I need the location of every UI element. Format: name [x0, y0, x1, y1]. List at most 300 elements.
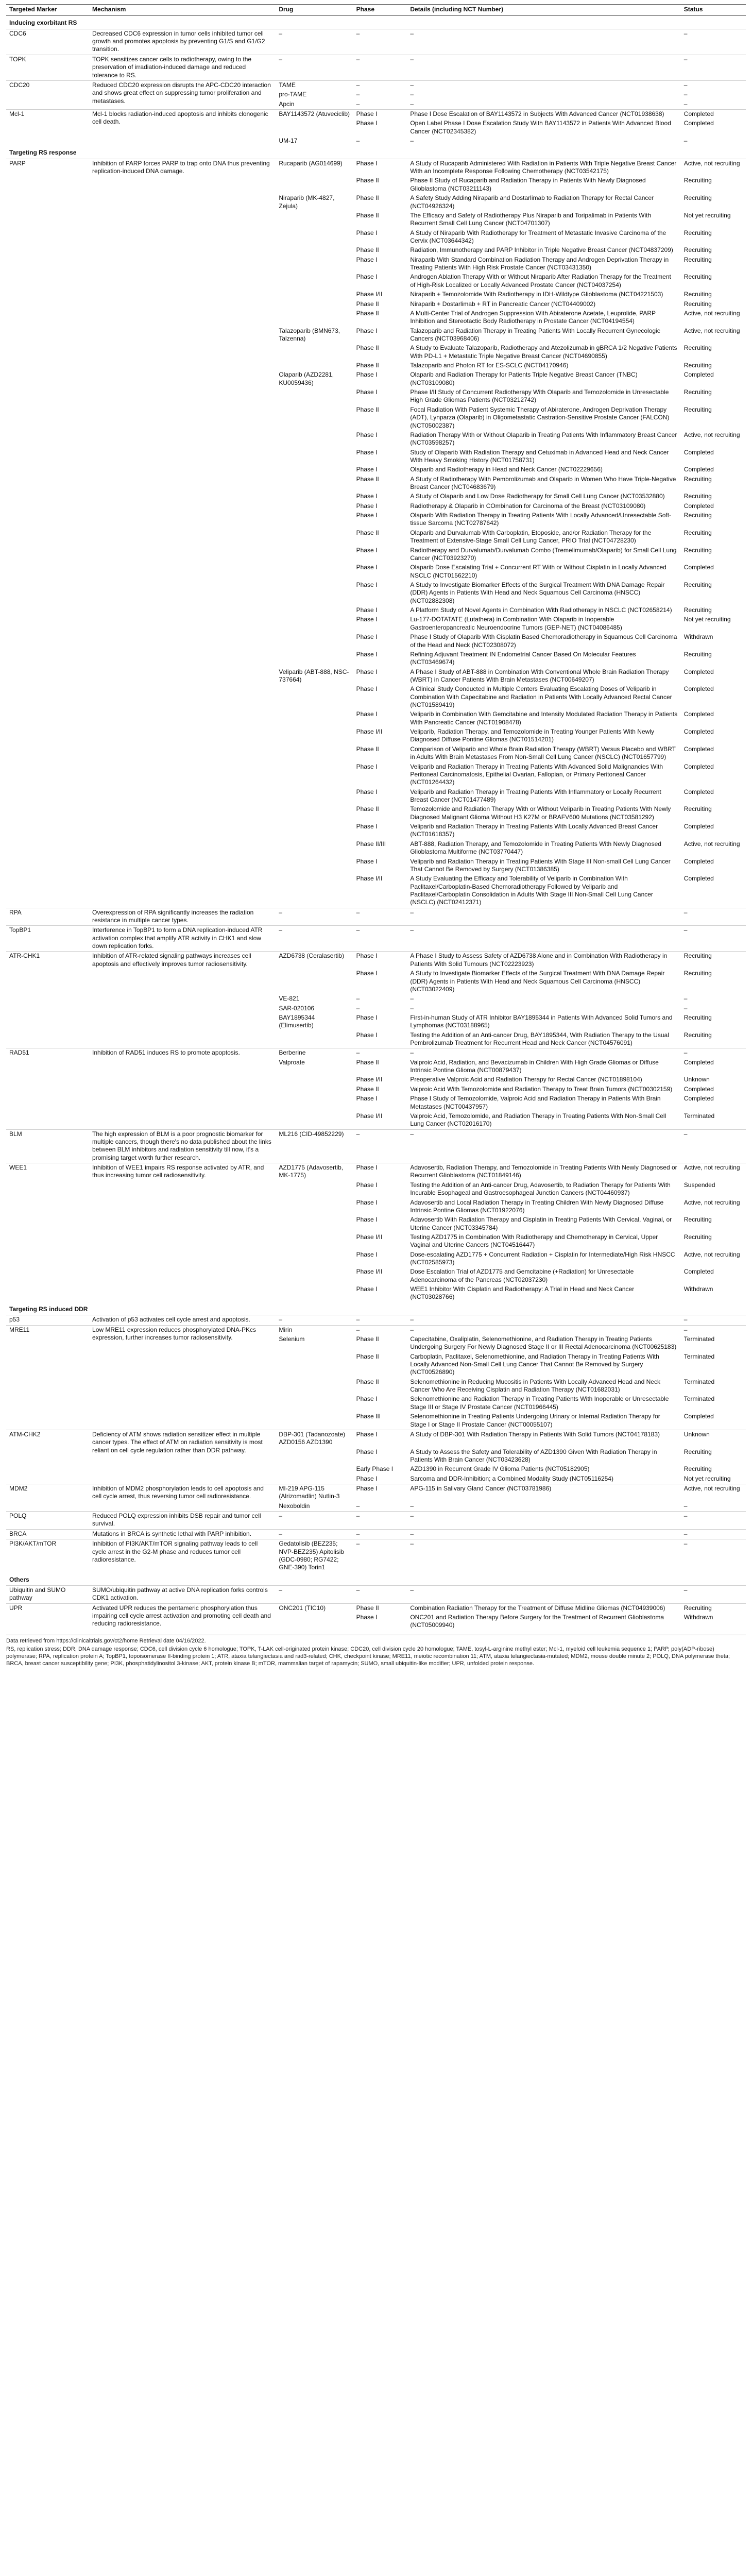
drug-cell: [276, 745, 353, 762]
status-cell: Recruiting: [683, 177, 712, 184]
drug-cell: [276, 563, 353, 581]
table-row: [6, 80, 746, 90]
drug-cell: MI-219 APG-115 (Alrizomadlin) Nutlin-3: [276, 1484, 353, 1502]
drug-cell: [276, 448, 353, 466]
status-cell: Active, not recruiting: [683, 1198, 740, 1206]
phase-cell: Phase I: [356, 606, 378, 614]
drug-cell: Niraparib (MK-4827, Zejula): [279, 194, 335, 210]
phase-cell: Phase I: [356, 1395, 378, 1403]
table-row: [6, 952, 746, 969]
details-cell: Radiotherapy and Durvalumab/Durvalumab Combo (Tremelimumab/Olaparib) for Small Cell Lung Cancer (NCT03923270): [410, 546, 677, 562]
details-cell: The Efficacy and Safety of Radiotherapy Plus Niraparib and Toripalimab in Patients With Recurrent Small Cell Lung Cancer (NCT04701307): [410, 211, 652, 227]
details-cell: ABT-888, Radiation Therapy, and Temozolomide in Treating Patients With Newly Diagnosed Glioblastoma Multiforme (NCT03770447): [410, 840, 661, 856]
phase-cell: Phase III: [356, 1413, 381, 1420]
phase-cell: Phase I: [356, 762, 378, 770]
details-cell: Olaparib and Radiation Therapy for Patients Triple Negative Breast Cancer (TNBC) (NCT03109080): [410, 371, 638, 386]
details-cell: A Study of Olaparib and Low Dose Radiotherapy for Small Cell Lung Cancer (NCT03532880): [410, 493, 665, 500]
details-cell: A Study to Evaluate Talazoparib, Radiotherapy and Atezolizumab in gBRCA 1/2 Negative Patients With PD-L1 + Metastatic Triple Negative Breast Cancer (NCT04690855): [410, 344, 677, 360]
drug-cell: Mirin: [276, 1325, 353, 1335]
status-cell: Terminated: [683, 1395, 715, 1403]
phase-cell: Phase I: [356, 1250, 378, 1258]
phase-cell: Phase II: [356, 475, 379, 483]
status-cell: Completed: [683, 1058, 714, 1066]
details-cell: –: [407, 908, 680, 926]
status-cell: Recruiting: [683, 405, 712, 413]
phase-cell: Phase I: [356, 1285, 378, 1293]
details-cell: Niraparib With Standard Combination Radiation Therapy and Androgen Deprivation Therapy in Treating Patients With High Risk Prostate Cancer (NCT03431350): [410, 256, 669, 272]
drug-cell: Selenium: [279, 1335, 305, 1343]
phase-cell: Phase I: [356, 512, 378, 519]
details-cell: Adavosertib With Radiation Therapy and Cisplatin in Treating Patients With Cervical, Vaginal, or Uterine Cancer (NCT03345784): [410, 1216, 672, 1231]
status-cell: Completed: [683, 875, 714, 883]
phase-cell: –: [353, 1529, 407, 1539]
drug-cell: [276, 1613, 353, 1631]
header-mechanism: Mechanism: [89, 5, 276, 16]
targeted-marker-cell: MRE11: [6, 1325, 89, 1430]
details-cell: Testing AZD1775 in Combination With Radiotherapy and Chemotherapy in Cervical, Upper Vaginal and Uterine Cancers (NCT04516447): [410, 1233, 658, 1249]
status-cell: Withdrawn: [683, 633, 713, 641]
status-cell: Terminated: [683, 1112, 715, 1120]
status-cell: –: [681, 1529, 746, 1539]
phase-cell: Phase II: [356, 309, 379, 317]
status-cell: Recruiting: [683, 475, 712, 483]
status-cell: –: [681, 1048, 746, 1058]
status-cell: Completed: [683, 120, 714, 127]
status-cell: Recruiting: [683, 1013, 712, 1021]
details-cell: APG-115 in Salivary Gland Cancer (NCT03781986): [407, 1484, 680, 1502]
status-cell: –: [681, 926, 746, 952]
status-cell: Recruiting: [683, 650, 712, 658]
drug-cell: –: [276, 29, 353, 55]
targeted-marker-cell: ATR-CHK1: [6, 952, 89, 1048]
drug-cell: [276, 685, 353, 710]
status-cell: Completed: [683, 448, 714, 456]
status-cell: Active, not recruiting: [683, 1250, 740, 1258]
details-cell: A Study of DBP-301 With Radiation Therapy in Patients With Solid Tumors (NCT04178183): [407, 1430, 680, 1447]
status-cell: Completed: [683, 685, 714, 693]
details-cell: –: [410, 995, 414, 1003]
details-cell: Veliparib and Radiation Therapy in Treating Patients With Locally Advanced Breast Cancer (NCT01618357): [410, 823, 658, 838]
drug-cell: [276, 475, 353, 493]
drug-cell: [276, 546, 353, 564]
status-cell: –: [683, 1502, 688, 1510]
table-row: [6, 908, 746, 926]
targeted-marker-cell: RPA: [6, 908, 89, 926]
details-cell: Niraparib + Dostarlimab + RT in Pancreatic Cancer (NCT04409002): [410, 300, 596, 308]
status-cell: Recruiting: [683, 970, 712, 977]
status-cell: Recruiting: [683, 1465, 712, 1473]
status-cell: Completed: [683, 857, 714, 865]
phase-cell: Phase I: [353, 1430, 407, 1447]
mechanism-cell: Reduced CDC20 expression disrupts the APC-CDC20 interaction and shows great effect on suppressing tumor proliferation and metastases.: [89, 80, 276, 109]
phase-cell: Phase I/II: [356, 291, 383, 298]
table-row: [6, 55, 746, 80]
status-cell: Suspended: [683, 1181, 715, 1189]
targeted-marker-cell: CDC20: [6, 80, 89, 109]
drug-cell: pro-TAME: [279, 91, 307, 98]
drug-cell: Rucaparib (AG014699): [276, 159, 353, 176]
section-row: [6, 1302, 746, 1315]
details-cell: –: [407, 1048, 680, 1058]
status-cell: –: [681, 1129, 746, 1163]
drug-cell: [276, 511, 353, 529]
status-cell: Recruiting: [683, 291, 712, 298]
mechanism-cell: Activated UPR reduces the pentameric phosphorylation thus impairing cell cycle arrest activation and promoting cell death and reducing radioresistance.: [89, 1603, 276, 1631]
status-cell: Recruiting: [683, 546, 712, 554]
drug-cell: [276, 606, 353, 615]
status-cell: Completed: [683, 823, 714, 831]
phase-cell: Phase I: [356, 581, 378, 588]
drug-cell: [276, 1075, 353, 1084]
drug-cell: [276, 176, 353, 194]
header-phase: Phase: [353, 5, 407, 16]
status-cell: Recruiting: [681, 1603, 746, 1613]
phase-cell: Phase II: [356, 405, 379, 413]
targeted-marker-cell: BRCA: [6, 1529, 89, 1539]
details-cell: Study of Olaparib With Radiation Therapy and Cetuximab in Advanced Head and Neck Cancer With Heavy Smoking History (NCT01758731): [410, 448, 669, 464]
drug-cell: –: [276, 926, 353, 952]
phase-cell: Phase I: [356, 1198, 378, 1206]
status-cell: Not yet recruiting: [683, 616, 731, 623]
phase-cell: Phase II: [353, 1603, 407, 1613]
table-row: [6, 1315, 746, 1325]
details-cell: Phase I Dose Escalation of BAY1143572 in Subjects With Advanced Cancer (NCT01938638): [407, 109, 680, 119]
status-cell: –: [681, 29, 746, 55]
details-cell: A Phase I Study of ABT-888 in Combination With Conventional Whole Brain Radiation Therapy (WBRT) in Cancer Patients With Brain Metastases (NCT00649207): [410, 668, 669, 683]
details-cell: Veliparib, Radiation Therapy, and Temozolomide in Treating Younger Patients With Newly Diagnosed Diffuse Pontine Gliomas (NCT01514201): [410, 728, 654, 743]
details-cell: Olaparib and Durvalumab With Carboplatin, Etoposide, and/or Radiation Therapy for the Treatment of Extensive-Stage Small Cell Lung Cancer, PRIO Trial (NCT04728230): [410, 529, 652, 545]
details-cell: Comparison of Veliparib and Whole Brain Radiation Therapy (WBRT) Versus Placebo and WBRT in Adults With Brain Metastases From Non-Small Cell Lung Cancer (NSCLC) (NCT01657799): [410, 745, 676, 761]
table-row: [6, 926, 746, 952]
phase-cell: –: [353, 908, 407, 926]
details-cell: Phase I Study of Olaparib With Cisplatin Based Chemoradiotherapy in Squamous Cell Carcinoma of the Head and Neck (NCT02308072): [410, 633, 677, 649]
status-cell: Terminated: [683, 1378, 715, 1385]
drug-cell: [276, 1031, 353, 1048]
phase-cell: Phase I: [356, 650, 378, 658]
drug-cell: Veliparib (ABT-888, NSC-737664): [279, 668, 349, 683]
status-cell: Recruiting: [681, 952, 746, 969]
drug-cell: [276, 1181, 353, 1198]
table-row: [6, 1048, 746, 1058]
table-row: [6, 1325, 746, 1335]
drug-cell: [276, 492, 353, 501]
phase-cell: Phase II: [356, 177, 379, 184]
status-cell: Completed: [683, 668, 714, 675]
drug-cell: –: [276, 55, 353, 80]
status-cell: Completed: [683, 788, 714, 795]
header-status: Status: [681, 5, 746, 16]
phase-cell: Phase I: [356, 1031, 378, 1039]
drug-cell: [276, 465, 353, 474]
status-cell: –: [681, 1512, 746, 1530]
details-cell: –: [407, 926, 680, 952]
status-cell: –: [681, 1325, 746, 1335]
status-cell: Recruiting: [683, 1031, 712, 1039]
details-cell: Adavosertib and Local Radiation Therapy in Treating Children With Newly Diagnosed Diffuse Intrinsic Pontine Gliomas (NCT01922076): [410, 1198, 664, 1214]
status-cell: Recruiting: [683, 581, 712, 588]
phase-cell: –: [353, 926, 407, 952]
drug-cell: DBP-301 (Tadanozoate) AZD0156 AZD1390: [276, 1430, 353, 1447]
targeted-marker-cell: RAD51: [6, 1048, 89, 1129]
phase-cell: –: [356, 995, 360, 1003]
section-row: [6, 146, 746, 159]
phase-cell: Phase II: [356, 246, 379, 254]
clinical-trials-table: [6, 4, 746, 1631]
details-cell: Open Label Phase I Dose Escalation Study With BAY1143572 in Patients With Advanced Blood Cancer (NCT02345382): [410, 120, 671, 135]
status-cell: Completed: [683, 502, 714, 510]
phase-cell: Phase I: [353, 1484, 407, 1502]
phase-cell: Phase I: [356, 502, 378, 510]
status-cell: Recruiting: [683, 512, 712, 519]
phase-cell: Phase I: [356, 493, 378, 500]
details-cell: Capecitabine, Oxaliplatin, Selenomethionine, and Radiation Therapy in Treating Patients Undergoing Surgery For Newly Diagnosed Stage II or III Rectal Adenocarcinoma (NCT00625183): [410, 1335, 677, 1351]
status-cell: Recruiting: [683, 246, 712, 254]
phase-cell: Phase I: [356, 1614, 378, 1621]
details-cell: –: [407, 1539, 680, 1573]
drug-cell: [276, 273, 353, 290]
status-cell: Withdrawn: [683, 1285, 713, 1293]
mechanism-cell: Inhibition of PI3K/AKT/mTOR signaling pathway leads to cell cycle arrest in the G2-M phase and reduces tumor cell radioresistance.: [89, 1539, 276, 1573]
section-row: [6, 1573, 746, 1586]
mechanism-cell: SUMO/ubiquitin pathway at active DNA replication forks controls CDK1 activation.: [89, 1585, 276, 1603]
details-cell: –: [407, 1585, 680, 1603]
details-cell: Talazoparib and Radiation Therapy in Treating Patients With Locally Recurrent Gynecologic Cancers (NCT03968406): [410, 327, 660, 342]
mechanism-cell: Activation of p53 activates cell cycle arrest and apoptosis.: [89, 1315, 276, 1325]
phase-cell: Phase I: [356, 1448, 378, 1455]
details-cell: –: [407, 55, 680, 80]
phase-cell: Phase I: [356, 1181, 378, 1189]
status-cell: Completed: [681, 109, 746, 119]
details-cell: A Study to Investigate Biomarker Effects of the Surgical Treatment With DNA Damage Repair (DDR) Agents in Patients With Head and Neck Squamous Cell Carcinoma (HNSCC) (NCT03022409): [410, 970, 665, 993]
phase-cell: Phase II: [356, 211, 379, 219]
mechanism-cell: Reduced POLQ expression inhibits DSB repair and tumor cell survival.: [89, 1512, 276, 1530]
details-cell: Carboplatin, Paclitaxel, Selenomethionine, and Radiation Therapy in Treating Patients With Locally Advanced Non-Small Cell Lung Cancer That Cannot Be Removed by Surgery (NCT00526890): [410, 1352, 659, 1376]
details-cell: A Phase I Study to Assess Safety of AZD6738 Alone and in Combination With Radiotherapy in Patients With Solid Tumours (NCT02223923): [407, 952, 680, 969]
phase-cell: Phase I: [356, 448, 378, 456]
section-row: [6, 16, 746, 29]
details-cell: Phase I/II Study of Concurrent Radiotherapy With Olaparib and Temozolomide in Unresectable High Grade Gliomas Patients (NCT03212742): [410, 388, 669, 404]
phase-cell: Phase I: [356, 970, 378, 977]
drug-cell: [276, 256, 353, 273]
section-title: Targeting RS induced DDR: [9, 1305, 88, 1313]
phase-cell: –: [356, 1004, 360, 1012]
drug-cell: –: [276, 1585, 353, 1603]
table-header: [6, 5, 746, 16]
table-row: [6, 1529, 746, 1539]
phase-cell: Phase I: [356, 710, 378, 718]
drug-cell: [276, 1378, 353, 1395]
drug-cell: [276, 211, 353, 229]
drug-cell: [276, 857, 353, 875]
status-cell: Completed: [683, 710, 714, 718]
mechanism-cell: Low MRE11 expression reduces phosphorylated DNA-PKcs expression, further increases tumor radiosensitivity.: [89, 1325, 276, 1430]
status-cell: Terminated: [683, 1352, 715, 1360]
mechanism-cell: The high expression of BLM is a poor prognostic biomarker for multiple cancers, though there's no data published about the links between BLM inhibitors and radiation sensitivity till now, it's a promising target worth further research.: [89, 1129, 276, 1163]
drug-cell: Apcin: [279, 100, 295, 108]
drug-cell: [276, 119, 353, 137]
details-cell: –: [407, 1325, 680, 1335]
status-cell: Completed: [683, 466, 714, 473]
phase-cell: Phase I: [356, 1216, 378, 1224]
status-cell: –: [681, 1315, 746, 1325]
phase-cell: Phase II: [356, 1058, 379, 1066]
footnote-source: Data retrieved from https://clinicaltrials.gov/ct2/home Retrieval date 04/16/2022.: [6, 1637, 206, 1644]
status-cell: –: [683, 100, 688, 108]
drug-cell: –: [276, 908, 353, 926]
targeted-marker-cell: Mcl-1: [6, 109, 89, 146]
drug-cell: [276, 822, 353, 840]
targeted-marker-cell: TopBP1: [6, 926, 89, 952]
status-cell: Completed: [683, 1085, 714, 1093]
status-cell: Recruiting: [683, 529, 712, 536]
phase-cell: Phase I: [356, 327, 378, 334]
drug-cell: [276, 300, 353, 309]
table-row: [6, 1585, 746, 1603]
phase-cell: Phase I/II: [356, 1233, 383, 1241]
mechanism-cell: Interference in TopBP1 to form a DNA replication-induced ATR activation complex that amplify ATR activity in CHK1 and slow down replication forks.: [89, 926, 276, 952]
phase-cell: –: [353, 1512, 407, 1530]
details-cell: Temozolomide and Radiation Therapy With or Without Veliparib in Treating Patients With Newly Diagnosed Malignant Glioma Without H3 K27M or BRAFV600 Mutations (NCT03581292): [410, 805, 671, 821]
details-cell: AZD1390 in Recurrent Grade IV Glioma Patients (NCT05182905): [410, 1465, 590, 1473]
status-cell: Recruiting: [683, 273, 712, 281]
details-cell: Veliparib and Radiation Therapy in Treating Patients With Inflammatory or Locally Recurrent Breast Cancer (NCT01477489): [410, 788, 661, 803]
footnote-abbreviations: RS, replication stress; DDR, DNA damage response; CDC6, cell division cycle 6 homologue; TOPK, T-LAK cell-originated protein kinase; CDC20, cell division cycle 20 homologue; TAME, tosyl-L-arginine methyl ester; Mcl-1, myeloid cell leukemia sequence 1; PARP, poly(ADP-ribose) polymerase; RPA, replication protein A; TopBP1, topoisomerase II-binding protein 1; ATR, ataxia telangiectasia and rad3-related; CHK, checkpoint kinase; MRE11, meiotic recombination 11; ATM, ataxia telangiectasia-mutated; MDM2, mouse double minute 2; POLQ, DNA polymerase theta; BRCA, breast cancer susceptibility gene; PI3K, phosphatidylinositol 3-kinase; AKT, protein kinase B; mTOR, mammalian target of rapamycin; SUMO, small ubiquitin-like modifier; UPR, unfolded protein response.: [6, 1646, 730, 1667]
targeted-marker-cell: BLM: [6, 1129, 89, 1163]
drug-cell: [276, 361, 353, 370]
drug-cell: [276, 1412, 353, 1430]
status-cell: Not yet recruiting: [683, 1475, 731, 1482]
section-title: Targeting RS response: [9, 149, 77, 157]
table-row: [6, 1539, 746, 1573]
phase-cell: –: [353, 1315, 407, 1325]
phase-cell: Phase I: [356, 616, 378, 623]
details-cell: Olaparib With Radiation Therapy in Treating Patients With Locally Advanced/Unresectable Soft-tissue Sarcoma (NCT02787642): [410, 512, 672, 527]
drug-cell: [276, 1233, 353, 1250]
status-cell: Completed: [683, 1095, 714, 1103]
phase-cell: –: [356, 137, 360, 145]
targeted-marker-cell: POLQ: [6, 1512, 89, 1530]
details-cell: Selenomethionine and Radiation Therapy in Treating Patients With Inoperable or Unresectable Stage III or Stage IV Prostate Cancer (NCT01966445): [410, 1395, 669, 1411]
status-cell: Recruiting: [683, 344, 712, 352]
mechanism-cell: TOPK sensitizes cancer cells to radiotherapy, owing to the preservation of irradiation-induced damage and reduced tolerance to RS.: [89, 55, 276, 80]
details-cell: Focal Radiation With Patient Systemic Therapy of Abiraterone, Androgen Deprivation Therapy (ADT), Lynparza (Olaparib) in Oligometastatic Castration-Sensitive Prostate Cancer (FALCON) (NCT05002387): [410, 405, 670, 429]
details-cell: Lu-177-DOTATATE (Lutathera) in Combination With Olaparib in Inoperable Gastroenteropancreatic Neuroendocrine Tumors (GEP-NET) (NCT04086485): [410, 616, 622, 631]
targeted-marker-cell: UPR: [6, 1603, 89, 1631]
drug-cell: Olaparib (AZD2281, KU0059436): [279, 371, 334, 386]
status-cell: Active, not recruiting: [681, 1484, 746, 1502]
status-cell: Recruiting: [683, 388, 712, 396]
mechanism-cell: Inhibition of RAD51 induces RS to promote apoptosis.: [89, 1048, 276, 1129]
details-cell: Veliparib and Radiation Therapy in Treating Patients With Stage III Non-small Cell Lung Cancer That Cannot Be Removed by Surgery (NCT01386385): [410, 857, 671, 873]
drug-cell: –: [276, 1512, 353, 1530]
details-cell: –: [407, 29, 680, 55]
details-cell: –: [410, 100, 414, 108]
status-cell: –: [681, 908, 746, 926]
details-cell: A Study of Radiotherapy With Pembrolizumab and Olaparib in Women Who Have Triple-Negative Breast Cancer (NCT04683679): [410, 475, 676, 491]
status-cell: Active, not recruiting: [683, 327, 740, 334]
phase-cell: Phase II: [356, 805, 379, 813]
phase-cell: Phase II: [356, 344, 379, 352]
details-cell: A Study to Assess the Safety and Tolerability of AZD1390 Given With Radiation Therapy in Patients With Brain Cancer (NCT03423628): [410, 1448, 657, 1463]
details-cell: Preoperative Valproic Acid and Radiation Therapy for Rectal Cancer (NCT01898104): [410, 1076, 642, 1083]
phase-cell: Phase II: [356, 362, 379, 369]
drug-cell: ONC201 (TIC10): [276, 1603, 353, 1613]
phase-cell: Phase I: [356, 371, 378, 379]
details-cell: A Study of Niraparib With Radiotherapy for Treatment of Metastatic Invasive Carcinoma of the Cervix (NCT03644342): [410, 229, 666, 244]
status-cell: Completed: [683, 745, 714, 753]
status-cell: Recruiting: [683, 493, 712, 500]
details-cell: –: [410, 91, 414, 98]
drug-cell: [276, 788, 353, 805]
phase-cell: Phase I: [356, 685, 378, 693]
drug-cell: [276, 727, 353, 745]
drug-cell: [276, 431, 353, 448]
status-cell: Completed: [683, 762, 714, 770]
details-cell: Veliparib and Radiation Therapy in Treating Patients With Advanced Solid Malignancies With Peritoneal Carcinomatosis, Epithelial Ovarian, Fallopian, or Primary Peritoneal Cancer (NCT01264432): [410, 762, 663, 786]
drug-cell: [276, 969, 353, 994]
drug-cell: ML216 (CID-49852229): [276, 1129, 353, 1163]
drug-cell: [276, 762, 353, 788]
phase-cell: Phase I: [356, 633, 378, 641]
phase-cell: Phase I: [356, 788, 378, 795]
phase-cell: Phase I: [356, 823, 378, 831]
status-cell: Completed: [683, 728, 714, 736]
status-cell: Completed: [683, 1413, 714, 1420]
status-cell: Not yet recruiting: [683, 211, 731, 219]
details-cell: A Safety Study Adding Niraparib and Dostarlimab to Radiation Therapy for Rectal Cancer (NCT04926324): [410, 194, 654, 210]
details-cell: Phase II Study of Rucaparib and Radiation Therapy in Patients With Newly Diagnosed Glioblastoma (NCT03211143): [410, 177, 646, 192]
phase-cell: Phase I/II: [356, 728, 383, 736]
phase-cell: Phase I: [356, 1013, 378, 1021]
details-cell: Niraparib + Temozolomide With Radiotherapy in IDH-Wildtype Glioblastoma (NCT04221503): [410, 291, 663, 298]
drug-cell: [276, 344, 353, 361]
section-title: Inducing exorbitant RS: [9, 19, 77, 27]
details-cell: Testing the Addition of an Anti-cancer Drug, BAY1895344, With Radiation Therapy to the Usual Pembrolizumab Treatment for Recurrent Head and Neck Cancer (NCT04576091): [410, 1031, 669, 1047]
details-cell: A Platform Study of Novel Agents in Combination With Radiotherapy in NSCLC (NCT02658214): [410, 606, 672, 614]
status-cell: –: [683, 91, 688, 98]
details-cell: Phase I Study of Temozolomide, Valproic Acid and Radiation Therapy in Patients With Brain Metastases (NCT00437957): [410, 1095, 661, 1110]
details-cell: –: [407, 1512, 680, 1530]
table-row: [6, 1512, 746, 1530]
targeted-marker-cell: TOPK: [6, 55, 89, 80]
drug-cell: SAR-020106: [279, 1004, 315, 1012]
phase-cell: –: [356, 91, 360, 98]
drug-cell: [276, 633, 353, 650]
mechanism-cell: Inhibition of ATR-related signaling pathways increases cell apoptosis and effectively improves tumor radiosensitivity.: [89, 952, 276, 1048]
phase-cell: –: [353, 1585, 407, 1603]
drug-cell: [276, 1285, 353, 1302]
details-cell: A Multi-Center Trial of Androgen Suppression With Abiraterone Acetate, Leuprolide, PARP Inhibition and Stereotactic Body Radiotherapy in Prostate Cancer (NCT04194554): [410, 309, 656, 325]
status-cell: Active, not recruiting: [683, 840, 740, 848]
status-cell: Recruiting: [683, 805, 712, 813]
phase-cell: Phase I: [356, 857, 378, 865]
targeted-marker-cell: PI3K/AKT/mTOR: [6, 1539, 89, 1573]
table-footnote: [6, 1635, 746, 1667]
details-cell: Sarcoma and DDR-Inhibition; a Combined Modality Study (NCT05116254): [410, 1475, 613, 1482]
phase-cell: Phase I/II: [356, 1112, 383, 1120]
details-cell: Androgen Ablation Therapy With or Without Niraparib After Radiation Therapy for the Treatment of High-Risk Localized or Locally Advanced Prostate Cancer (NCT04037254): [410, 273, 671, 289]
status-cell: –: [683, 995, 688, 1003]
phase-cell: –: [353, 80, 407, 90]
drug-cell: Valproate: [279, 1058, 305, 1066]
section-title: Others: [9, 1575, 29, 1583]
phase-cell: Phase I/II: [356, 1076, 383, 1083]
drug-cell: [276, 309, 353, 327]
details-cell: –: [407, 1129, 680, 1163]
drug-cell: [276, 1267, 353, 1285]
status-cell: Recruiting: [683, 300, 712, 308]
drug-cell: Berberine: [276, 1048, 353, 1058]
